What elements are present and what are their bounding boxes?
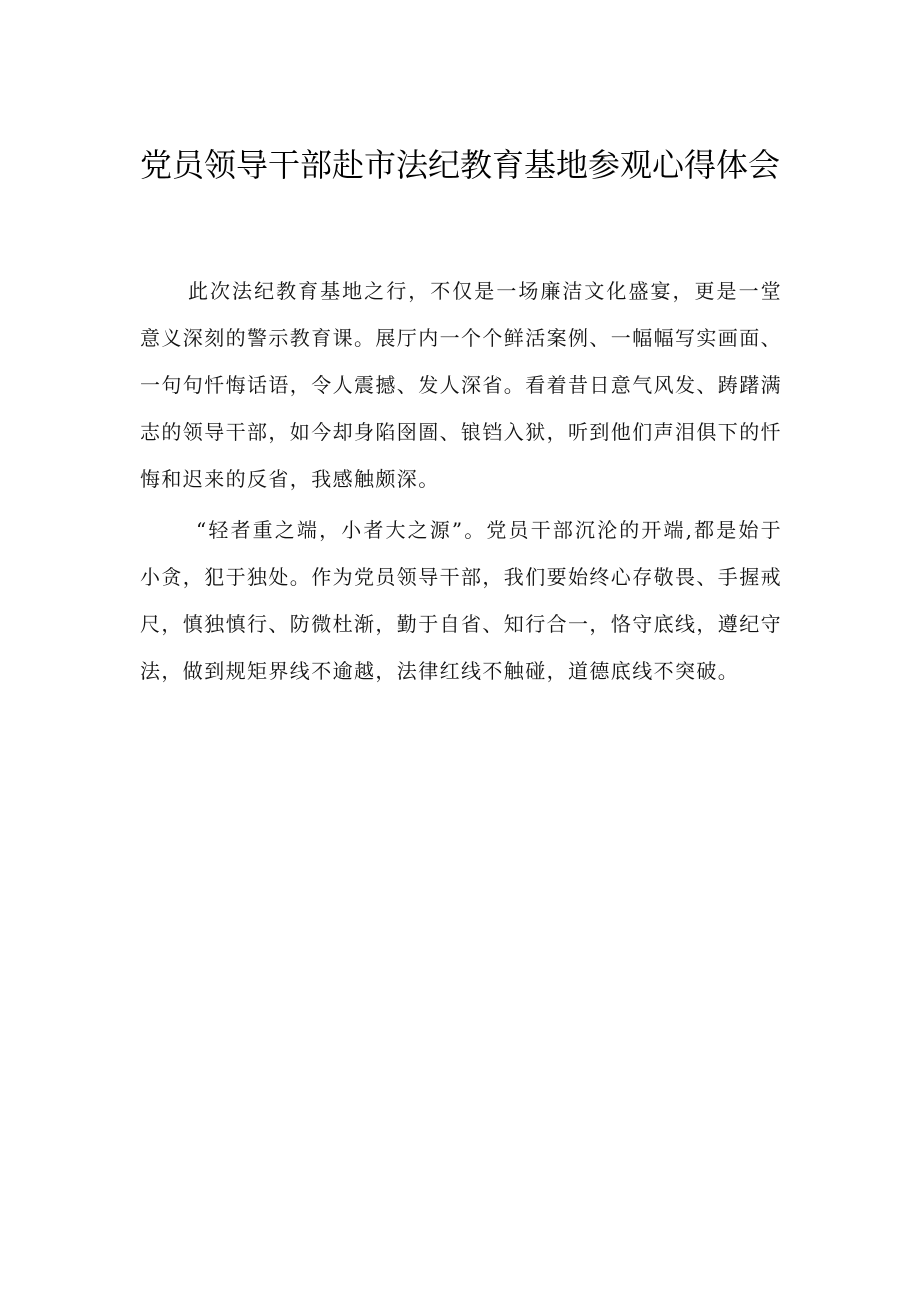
document-title: 党员领导干部赴市法纪教育基地参观心得体会 — [139, 146, 780, 184]
document-body — [140, 268, 782, 699]
paragraph-1: 此次法纪教育基地之行，不仅是一场廉洁文化盛宴，更是一堂意义深刻的警示教育课。展厅内一个个鲜活案例、一幅幅写实画面、一句句忏悔话语，令人震撼、发人深省。看着昔日意气风发、踌躇满志的领导干部，如今却身陷囹圄、锒铛入狱，听到他们声泪俱下的忏悔和迟来的反省，我感触颇深。 — [140, 279, 782, 491]
paragraph-2: “轻者重之端，小者大之源”。党员干部沉沦的开端,都是始于小贪，犯于独处。作为党员领导干部，我们要始终心存敬畏、手握戒尺，慎独慎行、防微杜渐，勤于自省、知行合一，恪守底线，遵纪守法，做到规矩界线不逾越，法律红线不触碰，道德底线不突破。 — [140, 518, 782, 683]
